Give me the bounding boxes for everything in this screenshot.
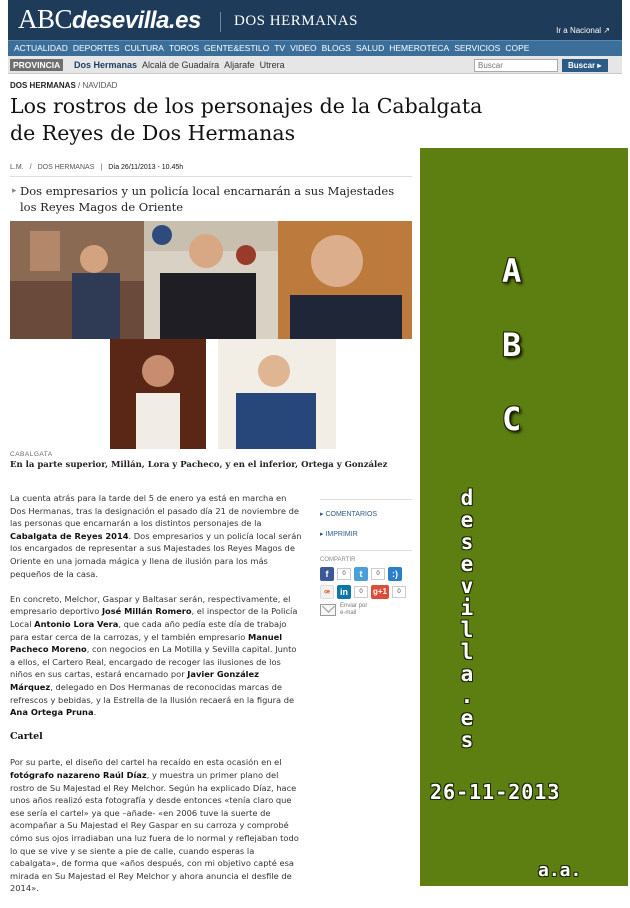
abc-banner (420, 148, 628, 886)
site-logo[interactable]: ABCdesevilla.es (18, 4, 201, 34)
paragraph: En concreto, Melchor, Gaspar y Baltasar serán, respectivamente, el empresario deportivo José Millán Romero, el inspector de la Policía Local Antonio Lora Vera, que cada año pedía este día de trabajo para estar cerca de la carrozas, y el también empresario Manuel Pacheco Moreno, con negocios en La Motilla y Sevilla capital. Junto a ellos, el Cartero Real, encargado de recoger las ilusiones de los niños en sus cartas, estará encarnado por Javier González Márquez, delegado en Dos Hermanas de reconocidas marcas de refrescos y bebidas, y la Estrella de la Ilusión recaerá en la figura de Ana Ortega Pruna. (10, 593, 298, 718)
breadcrumb-section[interactable]: DOS HERMANAS (10, 81, 76, 90)
province-link[interactable]: Alcalá de Guadaíra (142, 60, 220, 70)
province-links (74, 60, 290, 70)
google-plus-count: 0 (392, 586, 406, 598)
nav-item[interactable]: SALUD (355, 43, 385, 53)
meta-separator: / (29, 164, 32, 171)
search-input[interactable] (474, 59, 558, 72)
national-link[interactable]: Ir a Nacional ↗ (556, 26, 610, 35)
breadcrumb-subsection[interactable]: NAVIDAD (82, 81, 118, 90)
email-share[interactable] (320, 603, 412, 617)
email-label: Enviar por e-mail (340, 603, 368, 616)
breadcrumb-separator: / (78, 81, 81, 90)
nav-item[interactable]: TOROS (168, 43, 200, 53)
banner-vertical-letter: d (460, 486, 474, 510)
nav-item[interactable]: GENTE&ESTILO (204, 43, 270, 53)
divider (10, 176, 412, 177)
banner-vertical-letter: e (460, 706, 474, 730)
logo-divider (220, 12, 221, 32)
meta-separator: | (100, 164, 103, 171)
photo-label: CABALGATA (10, 451, 53, 458)
article-photo[interactable] (10, 221, 412, 449)
article-body (10, 492, 302, 908)
linkedin-count: 0 (354, 586, 368, 598)
nav-item[interactable]: VIDEO (290, 43, 317, 53)
article-title: Los rostros de los personajes de la Cabalgata de Reyes de Dos Hermanas (10, 94, 483, 145)
share-row (320, 567, 412, 581)
province-link[interactable]: Dos Hermanas (74, 60, 138, 70)
facebook-icon[interactable]: f (320, 567, 334, 581)
province-link[interactable]: Aljarafe (224, 60, 255, 70)
nav-item[interactable]: CULTURA (124, 43, 164, 53)
comments-link[interactable]: ▸ COMENTARIOS (320, 511, 378, 518)
province-link[interactable]: Utrera (259, 60, 285, 70)
google-plus-icon[interactable]: g+1 (371, 585, 389, 599)
banner-letter: A (502, 252, 522, 290)
banner-vertical-letter: s (460, 530, 474, 554)
share-label: COMPARTIR (320, 557, 356, 563)
nav-item[interactable]: TV (274, 43, 286, 53)
nav-item[interactable]: DEPORTES (72, 43, 120, 53)
twitter-count: 0 (371, 568, 385, 580)
photo-collage (10, 221, 412, 449)
banner-vertical-letter: i (460, 596, 474, 620)
divider (320, 550, 412, 551)
twitter-icon[interactable]: t (354, 567, 368, 581)
breadcrumb (10, 81, 117, 90)
banner-letter: C (502, 400, 522, 438)
share-row (320, 585, 412, 599)
divider (320, 499, 412, 500)
banner-vertical-letter: v (460, 574, 474, 598)
banner-vertical-letter: l (460, 618, 474, 642)
nav-item[interactable]: HEMEROTECA (389, 43, 450, 53)
nav-item[interactable]: COPE (505, 43, 530, 53)
meta-section: DOS HERMANAS (37, 164, 95, 171)
linkedin-icon[interactable]: in (337, 585, 351, 599)
article-tools (320, 499, 412, 617)
paragraph: La cuenta atrás para la tarde del 5 de enero ya está en marcha en Dos Hermanas, tras la designación el pasado día 21 de noviembre de las personas que encarnarán a los distintos personajes de la Cabalgata de Reyes 2014. Dos empresarios y un policía local serán los encargados de representar a sus Majestades los Reyes Magos de Oriente en una jornada mágica y llena de ilusión para los más pequeños de la casa. (10, 493, 302, 579)
banner-initials: a.a. (538, 860, 582, 881)
search-button[interactable]: Buscar ▸ (562, 59, 608, 72)
article-meta (10, 164, 183, 171)
article-subtitle: ▸ Dos empresarios y un policía local encarnarán a sus Majestades los Reyes Magos de Oriente (12, 183, 412, 215)
nav-item[interactable]: BLOGS (321, 43, 351, 53)
banner-vertical-letter: e (460, 552, 474, 576)
envelope-icon (320, 604, 336, 616)
facebook-count: 0 (337, 568, 351, 580)
print-link[interactable]: ▸ IMPRIMIR (320, 531, 358, 538)
section-heading: Cartel (10, 731, 43, 743)
banner-date: 26-11-2013 (430, 780, 561, 804)
banner-vertical-letter: l (460, 640, 474, 664)
nav-item[interactable]: SERVICIOS (454, 43, 501, 53)
section-title[interactable]: DOS HERMANAS (234, 13, 358, 29)
photo-caption: En la parte superior, Millán, Lora y Pacheco, y en el inferior, Ortega y González (10, 460, 388, 470)
nav-item[interactable]: ACTUALIDAD (14, 43, 68, 53)
banner-vertical-letter: . (460, 684, 474, 708)
banner-vertical-letter: e (460, 508, 474, 532)
author: L.M. (10, 164, 24, 171)
publish-date: Día 26/11/2013 - 10.45h (108, 164, 184, 171)
meneame-icon[interactable]: ꟹ (320, 585, 334, 599)
banner-vertical-letter: a (460, 662, 474, 686)
paragraph: Por su parte, el diseño del cartel ha recaído en esta ocasión en el fotógrafo nazareno Raúl Díaz, y muestra un primer plano del rostro de Su Majestad el Rey Melchor. Según ha explicado Díaz, hace unos años realizó esta fotografía y desde entonces «tenía claro que ese sería el cartel» ya que –añade- «en 2006 tuve la suerte de acompañar a Su Majestad el Rey Gaspar en su carroza y comprobé cómo sus ojos irradiaban una luz fuera de lo normal y reflejaban todo lo que se vive y se siente a pie de calle, cuando esperas la cabalgata», de forma que «años después, con mi objetivo capté esa mirada en Su Majestad el Rey Melchor y ahora anuncia el desfile de 2014». (10, 757, 299, 894)
province-label[interactable]: PROVINCIA (10, 59, 63, 71)
province-bar (8, 56, 622, 74)
main-nav (8, 40, 622, 56)
site-header (8, 0, 622, 40)
banner-vertical-letter: s (460, 728, 474, 752)
tuenti-icon[interactable]: :) (388, 567, 402, 581)
banner-letter: B (502, 326, 522, 364)
